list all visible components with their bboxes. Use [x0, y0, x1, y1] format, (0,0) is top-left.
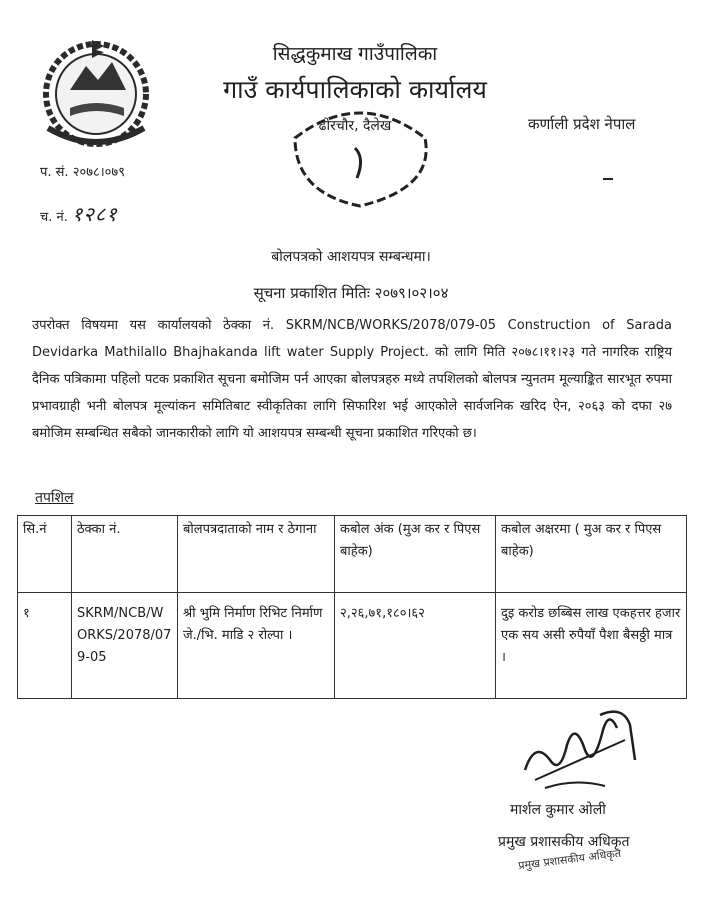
table-cell: २,२६,७१,१८०।६२: [335, 593, 496, 699]
table-header-row: [18, 516, 687, 593]
col-header: सि.नं: [18, 516, 72, 593]
municipality-name: सिद्धकुमाख गाउँपालिका: [272, 43, 438, 65]
province-name: कर्णाली प्रदेश नेपाल: [528, 115, 636, 133]
designation-stamp: प्रमुख प्रशासकीय अधिकृत: [517, 846, 622, 873]
office-place: ढोरचौर, दैलेख: [318, 118, 392, 134]
bid-table: [17, 515, 687, 699]
table-cell: दुइ करोड छब्बिस लाख एकहत्तर हजार एक सय असी रुपैयाँ पैशा बैसठ्ठी मात्र ।: [496, 593, 687, 699]
fiscal-year-ref: प. सं. २०७८।०७९: [40, 165, 125, 180]
signer-name: मार्शल कुमार ओली: [510, 802, 606, 818]
notice-date: सूचना प्रकाशित मितिः २०७९।०२।०४: [253, 284, 449, 302]
table-cell: श्री भुमि निर्माण रिभिट निर्माण जे./भि. माडि २ रोल्पा ।: [178, 593, 335, 699]
col-header: कबोल अंक (मुअ कर र पिएस बाहेक): [335, 516, 496, 593]
col-header: ठेक्का नं.: [72, 516, 178, 593]
office-stamp-icon: [285, 98, 435, 210]
office-name: गाउँ कार्यपालिकाको कार्यालय: [223, 75, 487, 104]
dispatch-ref: [40, 200, 118, 227]
col-header: कबोल अक्षरमा ( मुअ कर र पिएस बाहेक): [496, 516, 687, 593]
subject-line: बोलपत्रको आशयपत्र सम्बन्धमा।: [271, 249, 431, 265]
nepal-emblem-icon: [40, 32, 152, 150]
section-title: तपशिल: [35, 490, 74, 506]
signer-designation: प्रमुख प्रशासकीय अधिकृत: [498, 834, 630, 850]
table-cell: १: [18, 593, 72, 699]
table-cell: SKRM/NCB/WORKS/2078/079-05: [72, 593, 178, 699]
dispatch-number: १२८१: [72, 202, 118, 226]
body-paragraph: उपरोक्त विषयमा यस कार्यालयको ठेक्का नं. SKRM/NCB/WORKS/2078/079-05 Construction of Sarada Devidarka Mathilallo Bhajhakanda lift water Supply Project. को लागि मिति २०७८।११।२३ गते नागरिक राष्ट्रिय दैनिक पत्रिकामा पहिलो पटक प्रकाशित सूचना बमोजिम पर्न आएका बोलपत्रहरु मध्ये तपशिलको बोलपत्र न्युनतम मूल्याङ्कित सारभूत रुपमा प्रभावग्राही भनी बोलपत्र मूल्यांकन समितिबाट स्वीकृतिका लागि सिफारिश भई आएकोले सार्वजनिक खरिद ऐन, २०६३ को दफा २७ बमोजिम सम्बन्धित सबैको जानकारीको लागि यो आशयपत्र सम्बन्धी सूचना प्रकाशित गरिएको छ।: [32, 318, 672, 441]
table-row: [18, 593, 687, 699]
signature-icon: [505, 700, 655, 800]
col-header: बोलपत्रदाताको नाम र ठेगाना: [178, 516, 335, 593]
mark-dash: [603, 178, 613, 180]
dispatch-label: च. नं.: [40, 210, 68, 225]
